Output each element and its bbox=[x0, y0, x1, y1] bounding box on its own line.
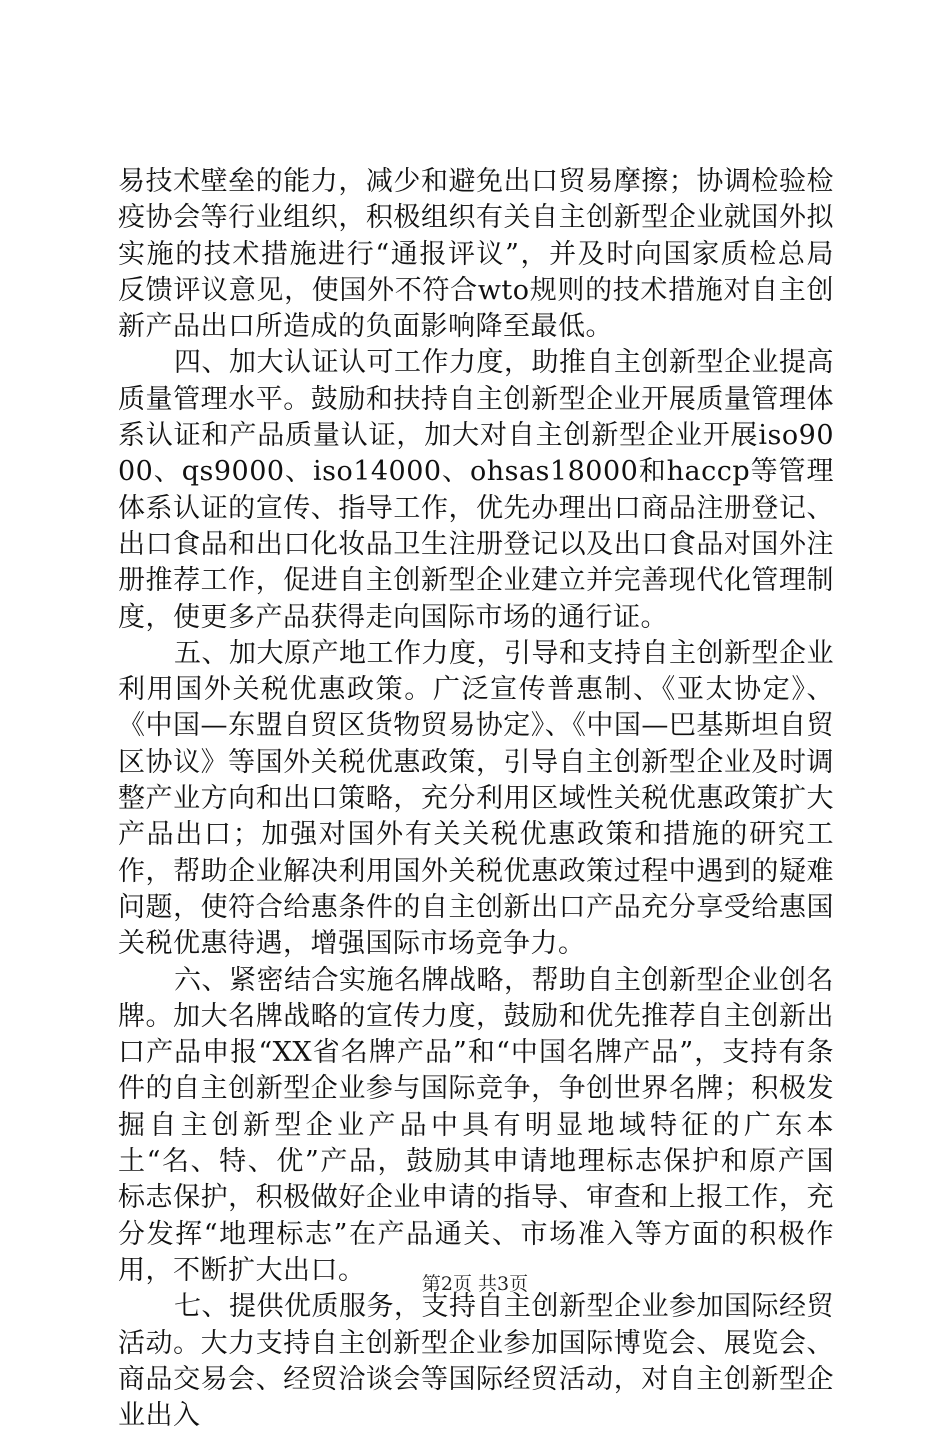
paragraph-section-six: 六、紧密结合实施名牌战略，帮助自主创新型企业创名牌。加大名牌战略的宣传力度，鼓励和优先推荐自主创新出口产品申报“XX省名牌产品”和“中国名牌产品”，支持有条件的自主创新型企业参与国际竞争，争创世界名牌；积极发掘自主创新型企业产品中具有明显地域特征的广东本土“名、特、优”产品，鼓励其申请地理标志保护和原产国标志保护，积极做好企业申请的指导、审查和上报工作，充分发挥“地理标志”在产品通关、市场准入等方面的积极作用，不断扩大出口。 bbox=[118, 964, 834, 1286]
paragraph-section-seven: 七、提供优质服务，支持自主创新型企业参加国际经贸活动。大力支持自主创新型企业参加国际博览会、展览会、商品交易会、经贸洽谈会等国际经贸活动，对自主创新型企业出入 bbox=[118, 1291, 834, 1432]
paragraph-continuation: 易技术壁垒的能力，减少和避免出口贸易摩擦；协调检验检疫协会等行业组织，积极组织有关自主创新型企业就国外拟实施的技术措施进行“通报评议”，并及时向国家质检总局反馈评议意见，使国外不符合wto规则的技术措施对自主创新产品出口所造成的负面影响降至最低。 bbox=[118, 166, 834, 343]
paragraph-section-five: 五、加大原产地工作力度，引导和支持自主创新型企业利用国外关税优惠政策。广泛宣传普惠制、《亚太协定》、《中国—东盟自贸区货物贸易协定》、《中国—巴基斯坦自贸区协议》等国外关税优惠政策，引导自主创新型企业及时调整产业方向和出口策略，充分利用区域性关税优惠政策扩大产品出口；加强对国外有关关税优惠政策和措施的研究工作，帮助企业解决利用国外关税优惠政策过程中遇到的疑难问题，使符合给惠条件的自主创新出口产品充分享受给惠国关税优惠待遇，增强国际市场竞争力。 bbox=[118, 637, 834, 960]
paragraph-section-four: 四、加大认证认可工作力度，助推自主创新型企业提高质量管理水平。鼓励和扶持自主创新型企业开展质量管理体系认证和产品质量认证，加大对自主创新型企业开展iso9000、qs9000、iso14000、ohsas18000和haccp等管理体系认证的宣传、指导工作，优先办理出口商品注册登记、出口食品和出口化妆品卫生注册登记以及出口食品对国外注册推荐工作，促进自主创新型企业建立并完善现代化管理制度，使更多产品获得走向国际市场的通行证。 bbox=[118, 347, 834, 633]
page-number-footer: 第2页 共3页 bbox=[421, 1273, 529, 1295]
document-body bbox=[118, 164, 834, 1434]
